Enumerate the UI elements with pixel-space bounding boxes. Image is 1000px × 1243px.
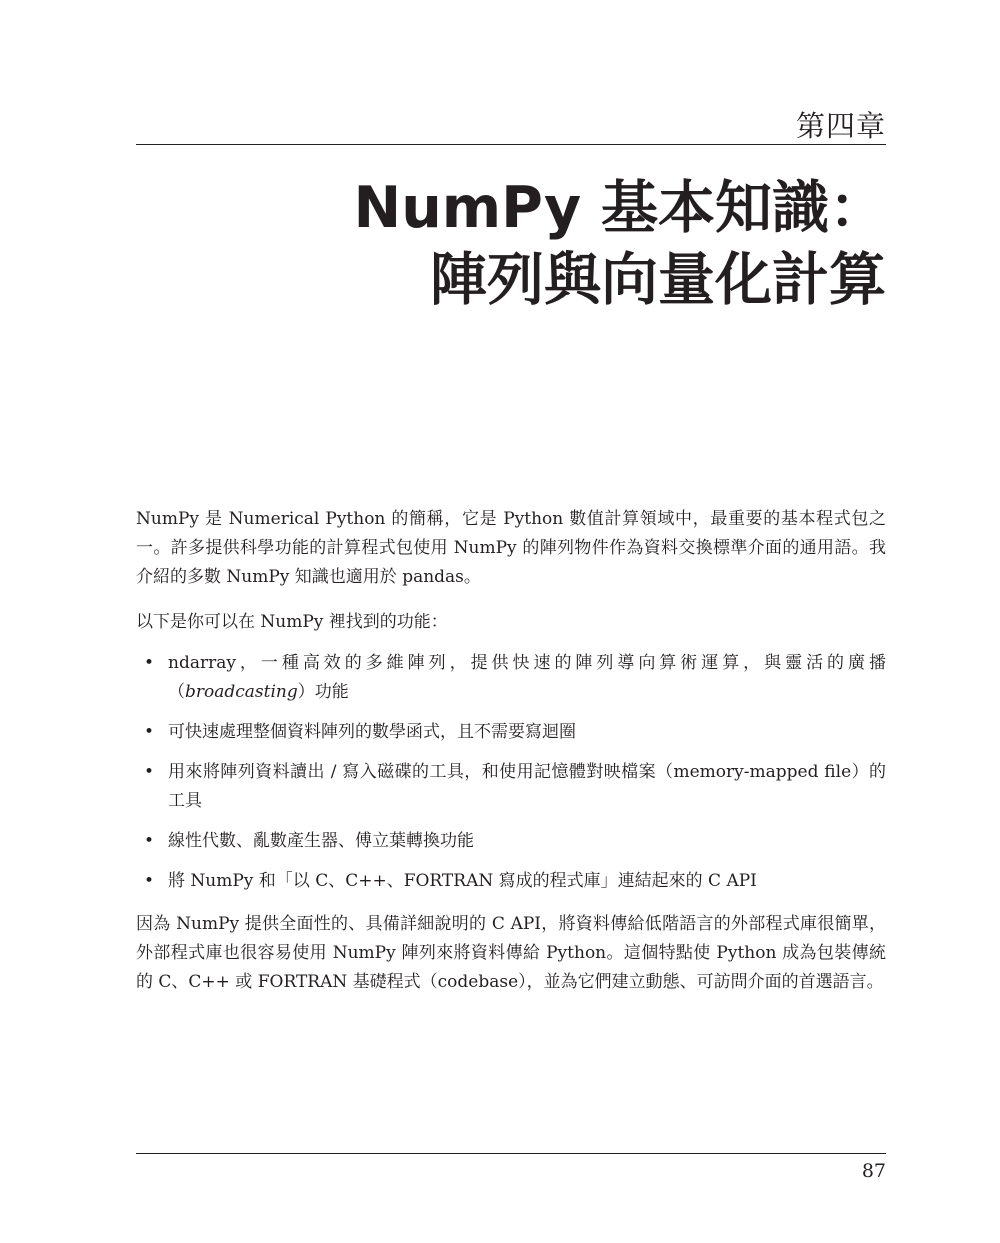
feature-item-text: 將 NumPy 和「以 C、C++、FORTRAN 寫成的程式庫」連結起來的 C API	[168, 871, 757, 891]
feature-item-text: 用來將陣列資料讀出 / 寫入磁碟的工具，和使用記憶體對映檔案（memory-mapped file）的工具	[168, 762, 886, 811]
feature-item-ndarray	[136, 649, 886, 707]
feature-item-text: 線性代數、亂數產生器、傅立葉轉換功能	[168, 831, 474, 851]
features-lead: 以下是你可以在 NumPy 裡找到的功能：	[136, 612, 448, 632]
bullet-icon: •	[144, 831, 155, 851]
bullet-icon: •	[144, 653, 155, 673]
feature-item-c-api	[136, 867, 886, 896]
footer-divider	[136, 1153, 886, 1154]
feature-item-emphasis: broadcasting	[185, 682, 298, 702]
bullet-icon: •	[144, 871, 155, 891]
chapter-body	[136, 505, 886, 997]
bullet-icon: •	[144, 722, 155, 742]
feature-item-text: ）功能	[297, 682, 349, 702]
chapter-title	[146, 172, 886, 316]
feature-item-text: ndarray，一種高效的多維陣列，提供快速的陣列導向算術運算，與靈活的廣播（	[168, 653, 886, 702]
closing-paragraph: 因為 NumPy 提供全面性的、具備詳細說明的 C API，將資料傳給低階語言的外部程式庫很簡單，外部程式庫也很容易使用 NumPy 陣列來將資料傳給 Python。這個特點使 Python 成為包裝傳統的 C、C++ 或 FORTRAN 基礎程式（codebase），並為它們建立動態、可訪問介面的首選語言。	[136, 914, 886, 992]
bullet-icon: •	[144, 762, 155, 782]
chapter-title-line-1: NumPy 基本知識：	[353, 175, 886, 241]
chapter-label: 第四章	[795, 109, 886, 143]
page-number: 87	[861, 1160, 886, 1182]
chapter-title-line-2: 陣列與向量化計算	[430, 247, 886, 313]
feature-list	[136, 649, 886, 896]
feature-item-disk-io	[136, 758, 886, 816]
intro-paragraph: NumPy 是 Numerical Python 的簡稱，它是 Python 數值計算領域中，最重要的基本程式包之一。許多提供科學功能的計算程式包使用 NumPy 的陣列物件作為資料交換標準介面的通用語。我介紹的多數 NumPy 知識也適用於 pandas。	[136, 509, 886, 587]
feature-item-text: 可快速處理整個資料陣列的數學函式，且不需要寫迴圈	[168, 722, 576, 742]
header-divider	[136, 144, 886, 145]
feature-item-math-functions	[136, 718, 886, 747]
feature-item-linear-algebra	[136, 827, 886, 856]
